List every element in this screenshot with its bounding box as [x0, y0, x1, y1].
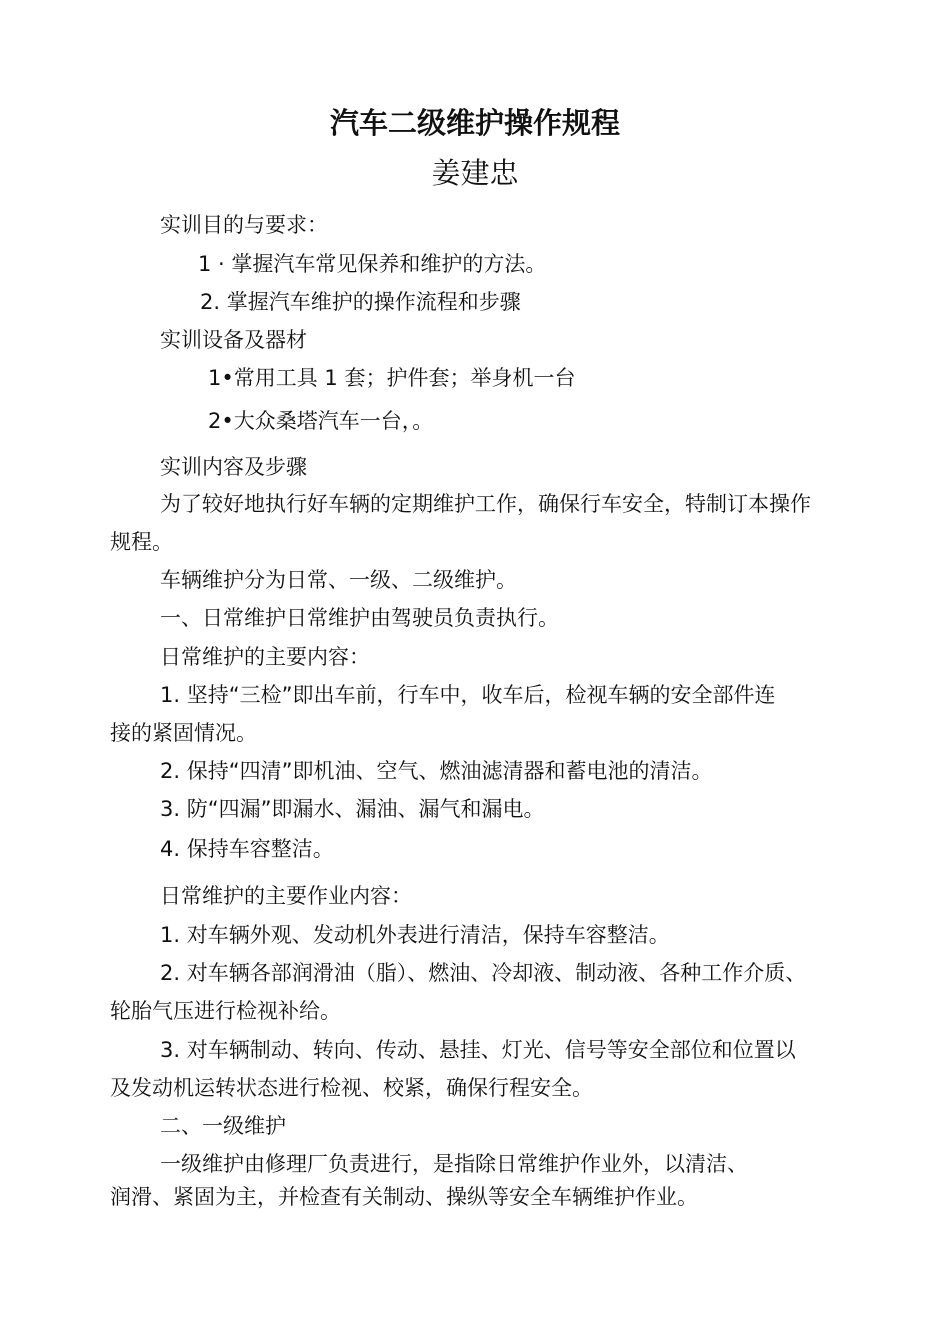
daily-item-4: 4. 保持车容整洁。	[160, 837, 334, 861]
objectives-heading: 实训目的与要求：	[160, 213, 328, 237]
equipment-item-2: 2•大众桑塔汽车一台，。	[208, 409, 434, 433]
objective-item-1: 1 · 掌握汽车常见保养和维护的方法。	[198, 252, 547, 276]
daily-item-1-line-1: 1. 坚持“三检”即出车前，行车中，收车后，检视车辆的安全部件连	[160, 683, 776, 707]
author-name: 姜建忠	[431, 156, 519, 190]
daily-work-item-1: 1. 对车辆外观、发动机外表进行清洁，保持车容整洁。	[160, 923, 670, 947]
daily-main-content-heading: 日常维护的主要内容：	[160, 645, 370, 669]
daily-item-1-line-2: 接的紧固情况。	[110, 721, 257, 745]
daily-item-3: 3. 防“四漏”即漏水、漏油、漏气和漏电。	[160, 797, 545, 821]
level1-paragraph-line-2: 润滑、紧固为主，并检查有关制动、操纵等安全车辆维护作业。	[110, 1185, 698, 1209]
daily-work-item-2-line-2: 轮胎气压进行检视补给。	[110, 999, 341, 1023]
level1-paragraph-line-1: 一级维护由修理厂负责进行，是指除日常维护作业外，以清洁、	[160, 1152, 748, 1176]
intro-paragraph-line-1: 为了较好地执行好车辆的定期维护工作，确保行车安全，特制订本操作	[160, 492, 811, 516]
daily-work-item-2-line-1: 2. 对车辆各部润滑油（脂）、燃油、冷却液、制动液、各种工作介质、	[160, 961, 807, 985]
objective-item-2: 2. 掌握汽车维护的操作流程和步骤	[200, 290, 521, 314]
maintenance-categories: 车辆维护分为日常、一级、二级维护。	[160, 568, 517, 592]
daily-work-item-3-line-1: 3. 对车辆制动、转向、传动、悬挂、灯光、信号等安全部位和位置以	[160, 1038, 796, 1062]
level1-heading: 二、一级维护	[160, 1114, 286, 1138]
intro-paragraph-line-2: 规程。	[110, 530, 173, 554]
daily-item-2: 2. 保持“四清”即机油、空气、燃油滤清器和蓄电池的清洁。	[160, 759, 713, 783]
equipment-heading: 实训设备及器材	[160, 328, 307, 352]
document-title: 汽车二级维护操作规程	[329, 106, 620, 140]
equipment-item-1: 1•常用工具 1 套；护件套；举身机一台	[208, 366, 576, 390]
daily-maintenance-heading: 一、日常维护日常维护由驾驶员负责执行。	[160, 606, 559, 630]
daily-work-heading: 日常维护的主要作业内容：	[160, 884, 412, 908]
content-heading: 实训内容及步骤	[160, 455, 307, 479]
daily-work-item-3-line-2: 及发动机运转状态进行检视、校紧，确保行程安全。	[110, 1076, 593, 1100]
